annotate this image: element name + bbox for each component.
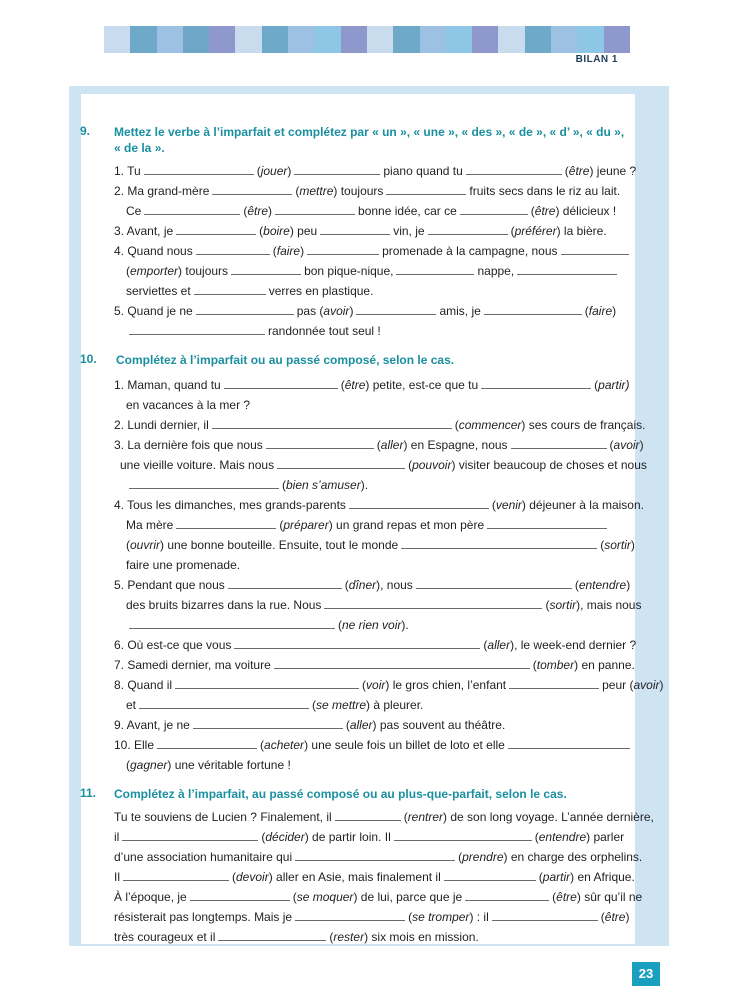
- verb-hint: venir: [495, 498, 522, 512]
- page-number-badge: 23: [632, 962, 660, 986]
- line-text: (: [454, 418, 459, 432]
- verb-hint: être: [247, 204, 269, 218]
- verb-hint: commencer: [458, 418, 522, 432]
- band-square: [393, 26, 419, 53]
- exercise-line: [126, 264, 620, 278]
- band-square: [604, 26, 630, 53]
- line-text: À l’époque, je: [114, 890, 187, 904]
- band-square: [314, 26, 340, 53]
- line-text: randonnée tout seul !: [268, 324, 381, 338]
- line-text: ) en panne.: [574, 658, 635, 672]
- line-text: ) peu: [289, 224, 318, 238]
- line-text: 9. Avant, je ne: [114, 718, 190, 732]
- line-text: 2. Ma grand-mère: [114, 184, 210, 198]
- exercise-line: [114, 304, 616, 318]
- line-text: (: [408, 458, 413, 472]
- line-text: (: [534, 830, 539, 844]
- exercise-9-title-cont: « de la ».: [114, 141, 165, 155]
- band-square: [420, 26, 446, 53]
- answer-blank[interactable]: [295, 910, 405, 921]
- header-color-band: [104, 26, 630, 53]
- verb-hint: faire: [588, 304, 613, 318]
- answer-blank[interactable]: [484, 304, 582, 315]
- answer-blank[interactable]: [129, 324, 265, 335]
- line-text: 3. La dernière fois que nous: [114, 438, 263, 452]
- line-text: ): [625, 910, 630, 924]
- line-text: 2. Lundi dernier, il: [114, 418, 209, 432]
- section-label: BILAN 1: [575, 54, 618, 65]
- verb-hint: jouer: [260, 164, 288, 178]
- line-text: 8. Quand il: [114, 678, 173, 692]
- line-text: (: [295, 184, 300, 198]
- line-text: promenade à la campagne, nous: [382, 244, 558, 258]
- line-text: (: [510, 224, 515, 238]
- line-text: ) en Afrique.: [570, 870, 635, 884]
- line-text: 6. Où est-ce que vous: [114, 638, 232, 652]
- line-text: 10. Elle: [114, 738, 155, 752]
- verb-hint: préférer: [514, 224, 557, 238]
- band-square: [498, 26, 524, 53]
- band-square: [577, 26, 603, 53]
- answer-blank[interactable]: [401, 538, 597, 549]
- line-text: ) le gros chien, l’enfant: [385, 678, 507, 692]
- exercise-line: [114, 378, 630, 392]
- verb-hint: bien s’amuser: [286, 478, 361, 492]
- answer-blank[interactable]: [444, 870, 536, 881]
- line-text: 7. Samedi dernier, ma voiture: [114, 658, 271, 672]
- line-text: (: [530, 204, 535, 218]
- line-text: ) pas souvent au théâtre.: [372, 718, 506, 732]
- line-text: (: [259, 224, 264, 238]
- exercise-line: [126, 698, 423, 712]
- line-text: en vacances à la mer ?: [126, 398, 251, 412]
- line-text: résisterait pas longtemps. Mais je: [114, 910, 293, 924]
- verb-hint: avoir: [323, 304, 350, 318]
- answer-blank[interactable]: [324, 598, 542, 609]
- verb-hint: être: [604, 910, 626, 924]
- band-square: [472, 26, 498, 53]
- line-text: ) délicieux !: [555, 204, 617, 218]
- line-text: (: [344, 578, 349, 592]
- line-text: ): [659, 678, 664, 692]
- band-square: [235, 26, 261, 53]
- band-square: [209, 26, 235, 53]
- line-text: ) une bonne bouteille. Ensuite, tout le monde: [160, 538, 399, 552]
- answer-blank[interactable]: [228, 578, 342, 589]
- exercise-10-number: 10.: [80, 352, 97, 366]
- exercise-line: [114, 830, 624, 844]
- line-text: (: [552, 890, 557, 904]
- verb-hint: sortir: [604, 538, 631, 552]
- line-text: (: [256, 164, 261, 178]
- band-square: [183, 26, 209, 53]
- answer-blank[interactable]: [465, 890, 549, 901]
- verb-hint: être: [568, 164, 590, 178]
- line-text: une vieille voiture. Mais nous: [120, 458, 275, 472]
- line-text: ) toujours: [333, 184, 384, 198]
- line-text: 4. Quand nous: [114, 244, 193, 258]
- verb-hint: aller: [487, 638, 511, 652]
- line-text: d’une association humanitaire qui: [114, 850, 293, 864]
- line-text: (: [261, 830, 266, 844]
- answer-blank[interactable]: [416, 578, 572, 589]
- verb-hint: partir): [598, 378, 630, 392]
- answer-blank[interactable]: [509, 678, 599, 689]
- exercise-line: [114, 870, 635, 884]
- exercise-10-title: Complétez à l’imparfait ou au passé composé, selon le cas.: [116, 353, 455, 367]
- answer-blank[interactable]: [492, 910, 598, 921]
- line-text: (: [243, 204, 248, 218]
- answer-blank[interactable]: [122, 830, 258, 841]
- answer-blank[interactable]: [212, 418, 452, 429]
- line-text: (: [329, 930, 334, 944]
- line-text: Ce: [126, 204, 142, 218]
- answer-blank[interactable]: [396, 264, 474, 275]
- line-text: ): [300, 244, 305, 258]
- line-text: (: [232, 870, 236, 884]
- line-text: (: [282, 478, 286, 492]
- line-text: serviettes et: [126, 284, 191, 298]
- line-text: ).: [360, 478, 369, 492]
- answer-blank[interactable]: [175, 678, 359, 689]
- line-text: ) jeune ?: [589, 164, 637, 178]
- line-text: ) de lui, parce que je: [353, 890, 463, 904]
- band-square: [130, 26, 156, 53]
- verb-hint: se mettre: [316, 698, 367, 712]
- answer-blank[interactable]: [129, 618, 335, 629]
- verb-hint: pouvoir: [412, 458, 452, 472]
- verb-hint: avoir: [633, 678, 660, 692]
- verb-hint: entendre: [578, 578, 627, 592]
- line-text: 1. Maman, quand tu: [114, 378, 221, 392]
- exercise-line: [120, 458, 647, 472]
- exercise-line: [114, 578, 630, 592]
- line-text: ): [268, 204, 273, 218]
- line-text: ): [626, 578, 631, 592]
- line-text: Ma mère: [126, 518, 174, 532]
- exercise-line: [126, 538, 635, 552]
- line-text: amis, je: [439, 304, 481, 318]
- line-text: fruits secs dans le riz au lait.: [469, 184, 621, 198]
- answer-blank[interactable]: [176, 518, 276, 529]
- answer-blank[interactable]: [274, 658, 530, 669]
- verb-hint: rester: [333, 930, 365, 944]
- line-text: Tu te souviens de Lucien ? Finalement, il: [114, 810, 332, 824]
- verb-hint: devoir: [236, 870, 269, 884]
- line-text: vin, je: [393, 224, 425, 238]
- answer-blank[interactable]: [508, 738, 630, 749]
- line-text: (: [532, 658, 537, 672]
- line-text: ) petite, est-ce que tu: [365, 378, 479, 392]
- band-square: [367, 26, 393, 53]
- verb-hint: mettre: [299, 184, 334, 198]
- line-text: (: [362, 678, 367, 692]
- exercise-line: [114, 718, 505, 732]
- line-text: (: [126, 538, 130, 552]
- line-text: ) une véritable fortune !: [167, 758, 291, 772]
- answer-blank[interactable]: [517, 264, 617, 275]
- exercise-line: [126, 758, 291, 772]
- verb-hint: boire: [263, 224, 290, 238]
- line-text: ) sûr qu’il ne: [576, 890, 643, 904]
- exercise-line: [114, 850, 642, 864]
- line-text: ) de son long voyage. L’année dernière,: [443, 810, 654, 824]
- answer-blank[interactable]: [193, 718, 343, 729]
- line-text: (: [403, 810, 408, 824]
- line-text: ).: [401, 618, 409, 632]
- exercise-9-title: Mettez le verbe à l’imparfait et complétez par « un », « une », « des », « de », « d’ », « du »,: [114, 125, 625, 139]
- line-text: (: [574, 578, 579, 592]
- band-square: [157, 26, 183, 53]
- line-text: ) en charge des orphelins.: [503, 850, 643, 864]
- band-square: [262, 26, 288, 53]
- line-text: ) visiter beaucoup de choses et nous: [451, 458, 647, 472]
- band-square: [341, 26, 367, 53]
- line-text: piano quand tu: [383, 164, 463, 178]
- answer-blank[interactable]: [157, 738, 257, 749]
- answer-blank[interactable]: [176, 224, 256, 235]
- line-text: ), nous: [376, 578, 413, 592]
- line-text: ) déjeuner à la maison.: [521, 498, 644, 512]
- exercise-line: [114, 930, 479, 944]
- answer-blank[interactable]: [144, 164, 254, 175]
- line-text: (: [272, 244, 277, 258]
- answer-blank[interactable]: [231, 264, 301, 275]
- line-text: ) la bière.: [556, 224, 607, 238]
- answer-blank[interactable]: [356, 304, 436, 315]
- line-text: (: [538, 870, 543, 884]
- verb-hint: aller: [380, 438, 404, 452]
- verb-hint: tomber: [536, 658, 575, 672]
- answer-blank[interactable]: [194, 284, 266, 295]
- line-text: ), le week-end dernier ?: [510, 638, 637, 652]
- exercise-line: [126, 284, 373, 298]
- answer-blank[interactable]: [212, 184, 292, 195]
- line-text: (: [126, 758, 130, 772]
- exercise-line: [114, 678, 664, 692]
- verb-hint: avoir: [613, 438, 640, 452]
- line-text: (: [600, 538, 605, 552]
- line-text: ) en Espagne, nous: [403, 438, 508, 452]
- answer-blank[interactable]: [294, 164, 380, 175]
- answer-blank[interactable]: [561, 244, 629, 255]
- line-text: Il: [114, 870, 120, 884]
- line-text: (: [292, 890, 297, 904]
- exercise-line: [126, 518, 610, 532]
- exercise-line: [114, 164, 636, 178]
- line-text: 5. Quand je ne: [114, 304, 193, 318]
- line-text: (: [345, 718, 350, 732]
- exercise-line: [114, 810, 654, 824]
- line-text: (: [376, 438, 381, 452]
- line-text: (: [564, 164, 569, 178]
- line-text: (: [126, 264, 130, 278]
- answer-blank[interactable]: [295, 850, 455, 861]
- exercise-line: [114, 438, 644, 452]
- line-text: ) aller en Asie, mais finalement il: [268, 870, 441, 884]
- answer-blank[interactable]: [386, 184, 466, 195]
- exercise-line: [126, 598, 641, 612]
- line-text: faire une promenade.: [126, 558, 241, 572]
- answer-blank[interactable]: [487, 518, 607, 529]
- verb-hint: emporter: [130, 264, 179, 278]
- answer-blank[interactable]: [460, 204, 528, 215]
- verb-hint: faire: [276, 244, 301, 258]
- line-text: ): [630, 538, 635, 552]
- band-square: [525, 26, 551, 53]
- line-text: (: [545, 598, 550, 612]
- verb-hint: voir: [366, 678, 386, 692]
- verb-hint: acheter: [264, 738, 305, 752]
- exercise-line: [114, 418, 645, 432]
- verb-hint: préparer: [283, 518, 329, 532]
- answer-blank[interactable]: [266, 438, 374, 449]
- line-text: et: [126, 698, 137, 712]
- answer-blank[interactable]: [218, 930, 326, 941]
- line-text: 4. Tous les dimanches, mes grands-parents: [114, 498, 346, 512]
- exercise-line: [114, 184, 620, 198]
- line-text: (: [260, 738, 265, 752]
- answer-blank[interactable]: [277, 458, 405, 469]
- band-square: [104, 26, 130, 53]
- line-text: ) un grand repas et mon père: [328, 518, 485, 532]
- line-text: très courageux et il: [114, 930, 216, 944]
- verb-hint: gagner: [130, 758, 168, 772]
- line-text: (: [340, 378, 345, 392]
- verb-hint: se moquer: [296, 890, 354, 904]
- verb-hint: entendre: [538, 830, 587, 844]
- answer-blank[interactable]: [196, 304, 294, 315]
- line-text: ) ses cours de français.: [521, 418, 646, 432]
- exercise-line: [114, 224, 607, 238]
- line-text: (: [483, 638, 488, 652]
- answer-blank[interactable]: [139, 698, 309, 709]
- line-text: (: [600, 910, 605, 924]
- line-text: nappe,: [477, 264, 515, 278]
- exercise-line: [114, 244, 632, 258]
- exercise-line: [126, 478, 368, 492]
- line-text: des bruits bizarres dans la rue. Nous: [126, 598, 322, 612]
- verb-hint: rentrer: [407, 810, 444, 824]
- answer-blank[interactable]: [428, 224, 508, 235]
- band-square: [551, 26, 577, 53]
- exercise-line: [114, 910, 629, 924]
- verb-hint: ouvrir: [130, 538, 161, 552]
- line-text: (: [312, 698, 317, 712]
- line-text: (: [408, 910, 413, 924]
- exercise-line: [126, 558, 240, 572]
- band-square: [288, 26, 314, 53]
- exercise-line: [114, 498, 644, 512]
- line-text: (: [609, 438, 614, 452]
- answer-blank[interactable]: [123, 870, 229, 881]
- line-text: (: [584, 304, 589, 318]
- exercise-line: [126, 204, 616, 218]
- verb-hint: être: [534, 204, 556, 218]
- line-text: ) six mois en mission.: [364, 930, 479, 944]
- line-text: ) parler: [586, 830, 625, 844]
- answer-blank[interactable]: [190, 890, 290, 901]
- exercise-11-title: Complétez à l’imparfait, au passé composé ou au plus-que-parfait, selon le cas.: [114, 787, 567, 801]
- line-text: ) : il: [469, 910, 489, 924]
- answer-blank[interactable]: [275, 204, 355, 215]
- verb-hint: aller: [349, 718, 373, 732]
- answer-blank[interactable]: [224, 378, 338, 389]
- answer-blank[interactable]: [196, 244, 270, 255]
- verb-hint: décider: [265, 830, 305, 844]
- line-text: ) une seule fois un billet de loto et elle: [304, 738, 505, 752]
- exercise-line: [126, 618, 409, 632]
- line-text: (: [458, 850, 463, 864]
- band-square: [446, 26, 472, 53]
- verb-hint: prendre: [462, 850, 504, 864]
- exercise-line: [114, 890, 642, 904]
- answer-blank[interactable]: [320, 224, 390, 235]
- answer-blank[interactable]: [511, 438, 607, 449]
- line-text: (: [338, 618, 342, 632]
- line-text: verres en plastique.: [268, 284, 374, 298]
- exercise-11-number: 11.: [80, 786, 97, 800]
- answer-blank[interactable]: [144, 204, 240, 215]
- line-text: 1. Tu: [114, 164, 141, 178]
- exercise-line: [114, 738, 633, 752]
- answer-blank[interactable]: [129, 478, 279, 489]
- line-text: bon pique-nique,: [304, 264, 394, 278]
- line-text: bonne idée, car ce: [358, 204, 457, 218]
- line-text: ) toujours: [178, 264, 229, 278]
- verb-hint: sortir: [549, 598, 577, 612]
- line-text: peur (: [602, 678, 634, 692]
- line-text: ): [639, 438, 644, 452]
- verb-hint: être: [556, 890, 577, 904]
- answer-blank[interactable]: [466, 164, 562, 175]
- line-text: ) de partir loin. Il: [304, 830, 391, 844]
- verb-hint: se tromper: [412, 910, 470, 924]
- answer-blank[interactable]: [234, 638, 480, 649]
- exercise-line: [114, 638, 636, 652]
- line-text: (: [594, 378, 599, 392]
- line-text: (: [279, 518, 284, 532]
- line-text: il: [114, 830, 120, 844]
- line-text: 5. Pendant que nous: [114, 578, 225, 592]
- answer-blank[interactable]: [481, 378, 591, 389]
- line-text: ) à pleurer.: [366, 698, 424, 712]
- line-text: ), mais nous: [576, 598, 642, 612]
- answer-blank[interactable]: [335, 810, 401, 821]
- answer-blank[interactable]: [394, 830, 532, 841]
- exercise-line: [114, 658, 635, 672]
- answer-blank[interactable]: [349, 498, 489, 509]
- line-text: ): [349, 304, 354, 318]
- line-text: 3. Avant, je: [114, 224, 174, 238]
- line-text: pas (: [296, 304, 324, 318]
- exercise-line: [126, 398, 250, 412]
- verb-hint: dîner: [348, 578, 377, 592]
- verb-hint: être: [344, 378, 366, 392]
- line-text: (: [491, 498, 496, 512]
- answer-blank[interactable]: [307, 244, 379, 255]
- verb-hint: ne rien voir: [342, 618, 402, 632]
- exercise-9-number: 9.: [80, 124, 91, 138]
- line-text: ): [287, 164, 292, 178]
- verb-hint: partir: [542, 870, 571, 884]
- exercise-line: [126, 324, 381, 338]
- line-text: ): [612, 304, 617, 318]
